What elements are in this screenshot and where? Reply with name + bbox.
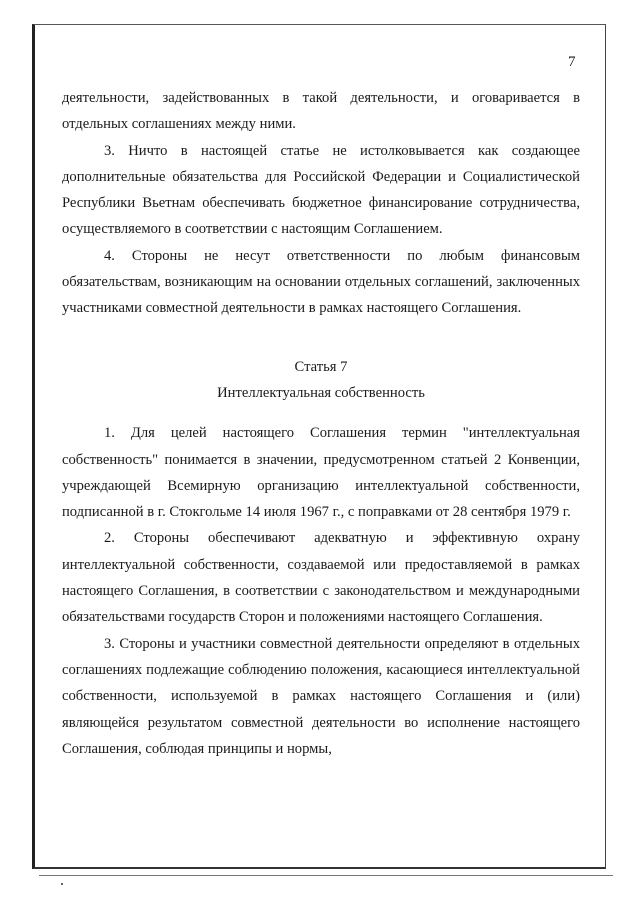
article-title: Интеллектуальная собственность	[217, 384, 425, 401]
article-heading	[62, 354, 580, 407]
paragraph-article-clause-2: 2. Стороны обеспечивают адекватную и эффективную охрану интеллектуальной собственности, создаваемой или предоставляемой в рамках настоящего Соглашения, в соответствии с законодательством и международными обязательствами государств Сторон и положениями настоящего Соглашения.	[62, 530, 580, 626]
scan-speck	[61, 883, 63, 885]
page-number: 7	[568, 54, 576, 70]
paragraph-article-clause-3: 3. Стороны и участники совместной деятельности определяют в отдельных соглашениях подлежащие соблюдению положения, касающиеся интеллектуальной собственности, используемой в рамках настоящего Соглашения и (или) являющейся результатом совместной деятельности во исполнение настоящего Соглашения, соблюдая принципы и нормы,	[62, 635, 580, 757]
document-body	[62, 85, 580, 762]
article-number: Статья 7	[294, 358, 348, 375]
paragraph-clause-3: 3. Ничто в настоящей статье не истолковывается как создающее дополнительные обязательства для Российской Федерации и Социалистической Республики Вьетнам обеспечивать бюджетное финансирование сотрудничества, осуществляемого в соответствии с настоящим Соглашением.	[62, 142, 580, 238]
paragraph-article-clause-1: 1. Для целей настоящего Соглашения термин "интеллектуальная собственность" понимается в значении, предусмотренном статьей 2 Конвенции, учреждающей Всемирную организацию интеллектуальной собственности, подписанной в г. Стокгольме 14 июля 1967 г., с поправками от 28 сентября 1979 г.	[62, 425, 580, 521]
paragraph-continuation: деятельности, задействованных в такой деятельности, и оговаривается в отдельных соглашениях между ними.	[62, 90, 580, 133]
paragraph-clause-4: 4. Стороны не несут ответственности по любым финансовым обязательствам, возникающим на основании отдельных соглашений, заключенных участниками совместной деятельности в рамках настоящего Соглашения.	[62, 247, 580, 317]
